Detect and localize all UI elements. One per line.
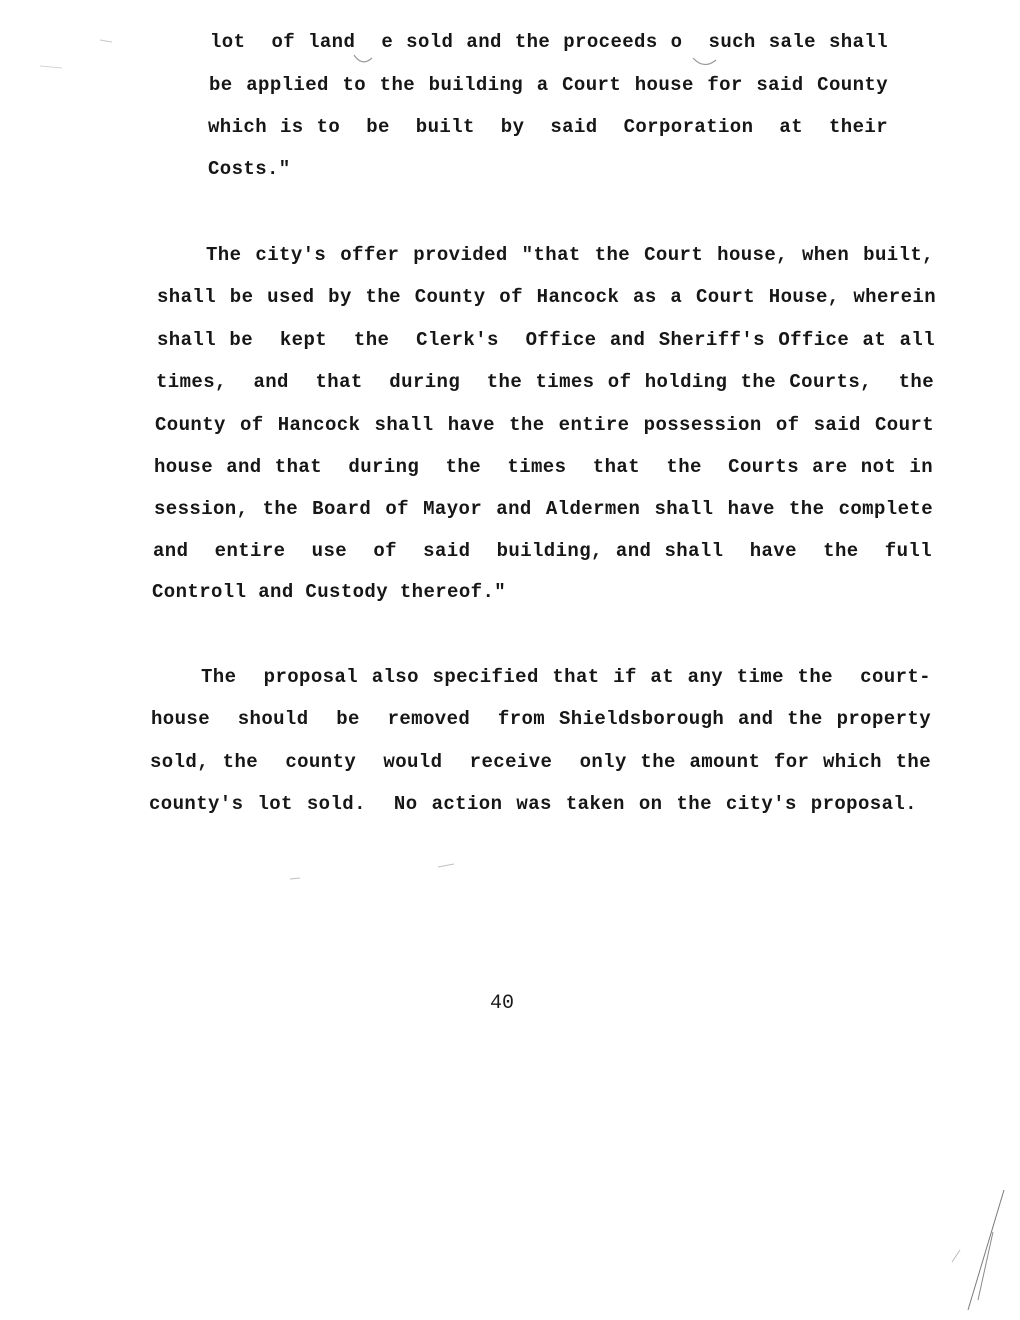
page-number: 40	[490, 992, 515, 1015]
paragraph-2-line-5: County of Hancock shall have the entire possession of said Court	[155, 414, 934, 436]
paragraph-1-line-4: Costs."	[208, 158, 291, 180]
paragraph-3-line-2: house should be removed from Shieldsborough and the property	[151, 708, 931, 730]
paragraph-2-line-2: shall be used by the County of Hancock as a Court House, wherein	[157, 286, 936, 308]
paragraph-2-line-9: Controll and Custody thereof."	[152, 581, 507, 603]
paragraph-2-line-1: The city's offer provided "that the Court house, when built,	[206, 244, 934, 266]
paragraph-2-line-4: times, and that during the times of holding the Courts, the	[156, 371, 934, 393]
paragraph-3-line-1: The proposal also specified that if at any time the court-	[201, 666, 931, 688]
paragraph-2-line-7: session, the Board of Mayor and Aldermen shall have the complete	[154, 498, 933, 520]
paragraph-2-line-3: shall be kept the Clerk's Office and Sheriff's Office at all	[157, 329, 935, 351]
paragraph-1-line-1: lot of land e sold and the proceeds o such sale shall	[210, 31, 888, 53]
paragraph-2-line-8: and entire use of said building, and shall have the full	[153, 540, 932, 562]
paragraph-2-line-6: house and that during the times that the Courts are not in	[154, 456, 933, 478]
paragraph-1-line-3: which is to be built by said Corporation at their	[208, 116, 888, 138]
paragraph-1-line-2: be applied to the building a Court house for said County	[209, 74, 888, 96]
paragraph-3-line-4: county's lot sold. No action was taken on the city's proposal.	[149, 793, 917, 815]
paragraph-3-line-3: sold, the county would receive only the amount for which the	[150, 751, 931, 773]
